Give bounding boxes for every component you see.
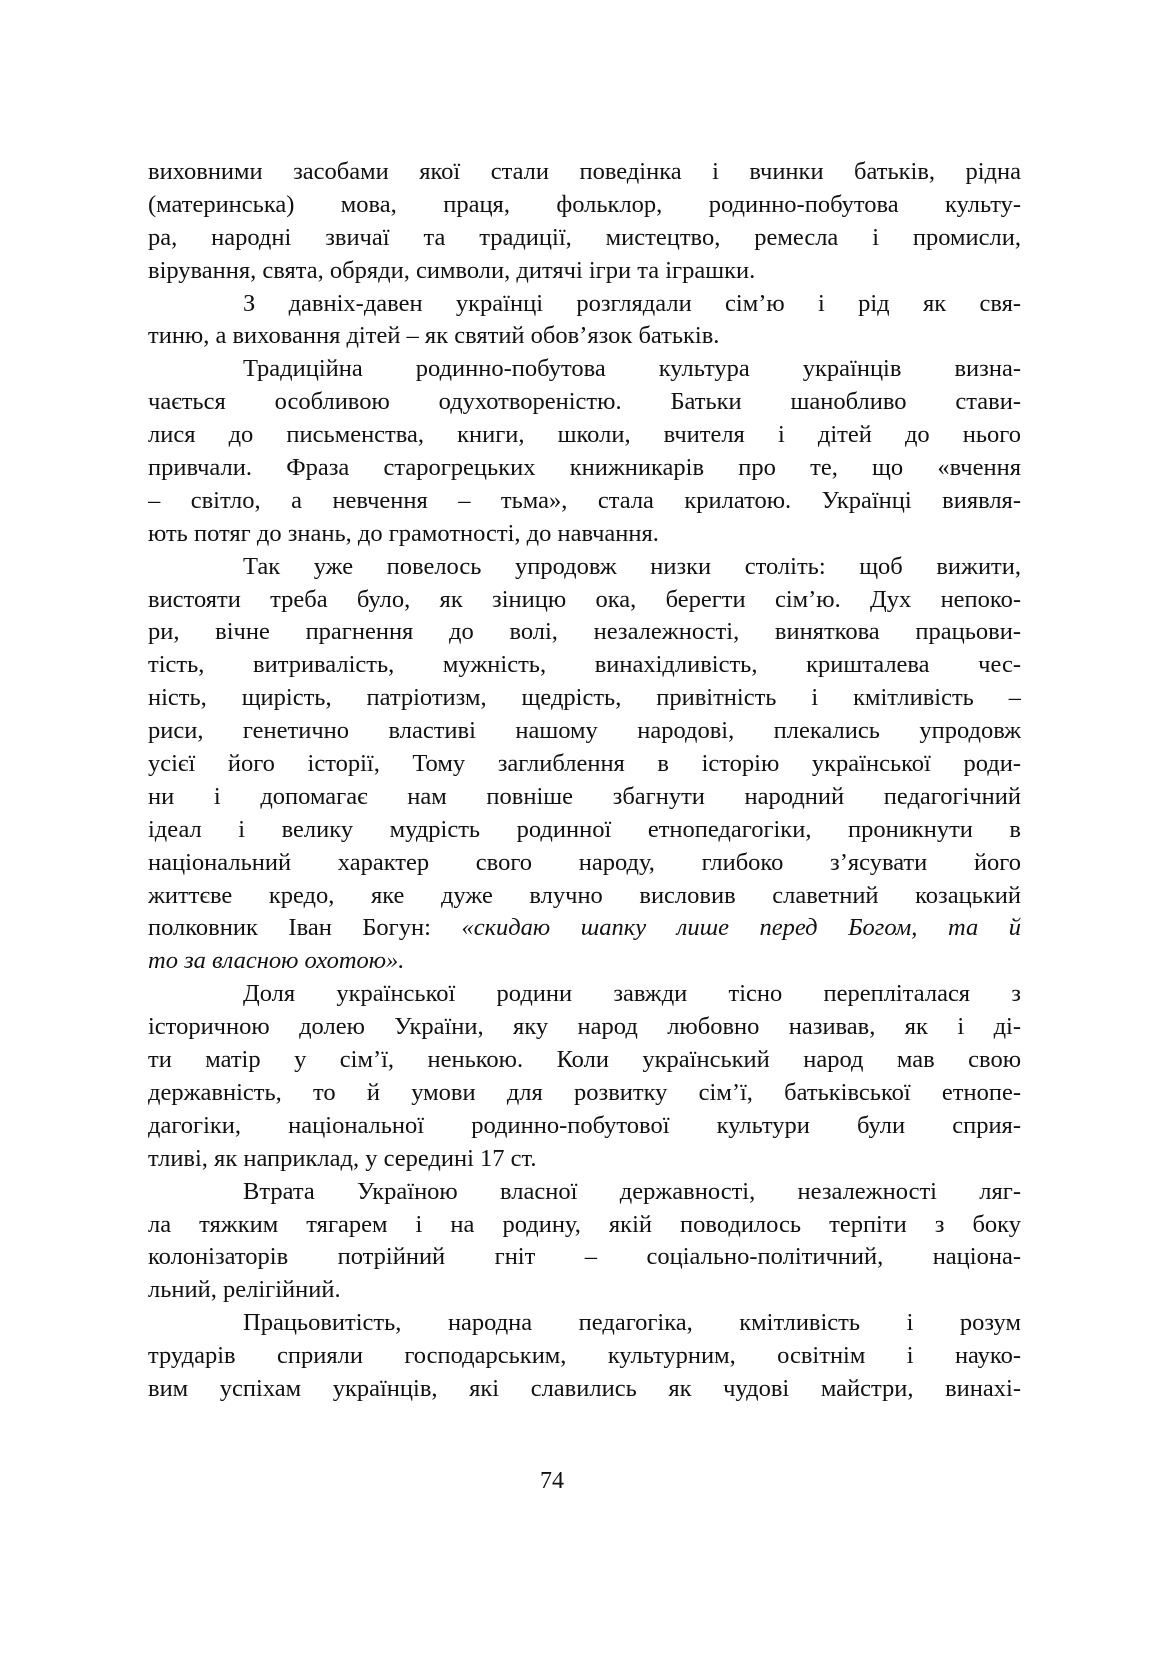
text-line: [148, 584, 1021, 617]
text-line: [148, 880, 1021, 913]
text-line: [148, 748, 1021, 781]
text-line: [148, 288, 1021, 321]
line-text: державність, то й умови для розвитку сім’ї, батьківської етнопе-: [148, 1078, 1021, 1106]
line-text: лися до письменства, книги, школи, вчителя і дітей до нього: [148, 421, 1021, 449]
text-line: [148, 485, 1021, 518]
text-line: [148, 781, 1021, 814]
line-text: льний, релігійний.: [148, 1276, 341, 1304]
text-line: [148, 1373, 1021, 1406]
line-text: Працьовитість, народна педагогіка, кмітливість і розум: [243, 1309, 1021, 1337]
line-text: ни і допомагає нам повніше збагнути народний педагогічний: [148, 782, 1021, 810]
line-text: привчали. Фраза старогрецьких книжникарів про те, що «вчення: [148, 454, 1021, 482]
line-text: трударів сприяли господарським, культурним, освітнім і науко-: [148, 1342, 1021, 1370]
line-text: життєве кредо, яке дуже влучно висловив славетний козацький: [148, 881, 1021, 909]
line-text: ідеал і велику мудрість родинної етнопедагогіки, проникнути в: [148, 815, 1021, 843]
text-line: [148, 847, 1021, 880]
text-line: [148, 1209, 1021, 1242]
line-text: ти матір у сім’ї, ненькою. Коли український народ мав свою: [148, 1046, 1021, 1074]
text-line: [148, 551, 1021, 584]
text-line: [148, 814, 1021, 847]
line-text: національний характер свого народу, глибоко з’ясувати його: [148, 848, 1021, 876]
text-line: [148, 189, 1021, 222]
italic-quote-text: то за власною охотою».: [148, 947, 405, 975]
line-text: Доля української родини завжди тісно перепліталася з: [243, 980, 1021, 1008]
text-line: [148, 1077, 1021, 1110]
line-text: тиню, а виховання дітей – як святий обов’язок батьків.: [148, 322, 720, 350]
text-line: [148, 1241, 1021, 1274]
line-text: вистояти треба було, як зіницю ока, берегти сім’ю. Дух непоко-: [148, 585, 1021, 613]
line-text: колонізаторів потрійний гніт – соціально-політичний, націона-: [148, 1243, 1021, 1271]
line-text: ність, щирість, патріотизм, щедрість, привітність і кмітливість –: [148, 684, 1021, 712]
italic-quote-text: «скидаю шапку лише перед Богом, та й: [461, 914, 1021, 942]
page-number: 74: [540, 1468, 564, 1494]
text-line: [148, 452, 1021, 485]
text-line: [148, 419, 1021, 452]
text-line: [148, 1340, 1021, 1373]
text-line: [148, 222, 1021, 255]
line-text: З давніх-давен українці розглядали сім’ю і рід як свя-: [243, 289, 1021, 317]
text-line: [148, 978, 1021, 1011]
line-text: ра, народні звичаї та традиції, мистецтво, ремесла і промисли,: [148, 223, 1021, 251]
text-line: [148, 518, 1021, 551]
text-line: [148, 912, 1021, 945]
line-text: Втрата Україною власної державності, незалежності ляг-: [243, 1177, 1021, 1205]
text-line: [148, 1307, 1021, 1340]
text-line: [148, 1110, 1021, 1143]
line-text: – світло, а невчення – тьма», стала крилатою. Українці виявля-: [148, 486, 1021, 514]
line-text: полковник Іван Богун:: [148, 914, 462, 942]
text-line: [148, 156, 1021, 189]
text-line: [148, 945, 1021, 978]
text-line: [148, 1143, 1021, 1176]
text-line: [148, 682, 1021, 715]
line-text: Так уже повелось упродовж низки століть: щоб вижити,: [243, 552, 1021, 580]
line-text: дагогіки, національної родинно-побутової культури були сприя-: [148, 1111, 1021, 1139]
text-line: [148, 1011, 1021, 1044]
page-body-text: [148, 156, 1021, 1406]
text-line: [148, 255, 1021, 288]
line-text: ють потяг до знань, до грамотності, до навчання.: [148, 519, 659, 547]
line-text: вим успіхам українців, які славились як чудові майстри, винахі-: [148, 1374, 1021, 1402]
text-line: [148, 715, 1021, 748]
line-text: вірування, свята, обряди, символи, дитячі ігри та іграшки.: [148, 256, 756, 284]
line-text: риси, генетично властиві нашому народові, плекались упродовж: [148, 717, 1021, 745]
line-text: ри, вічне прагнення до волі, незалежності, виняткова працьови-: [148, 618, 1021, 646]
line-text: усієї його історії, Тому заглиблення в історію української роди-: [148, 750, 1021, 778]
line-text: тливі, як наприклад, у середині 17 ст.: [148, 1144, 537, 1172]
text-line: [148, 616, 1021, 649]
text-line: [148, 1274, 1021, 1307]
line-text: тість, витривалість, мужність, винахідливість, кришталева чес-: [148, 651, 1021, 679]
text-line: [148, 320, 1021, 353]
line-text: ла тяжким тягарем і на родину, якій поводилось терпіти з боку: [148, 1210, 1021, 1238]
text-line: [148, 1044, 1021, 1077]
text-line: [148, 1176, 1021, 1209]
line-text: (материнська) мова, праця, фольклор, родинно-побутова культу-: [148, 190, 1021, 218]
text-line: [148, 386, 1021, 419]
line-text: Традиційна родинно-побутова культура українців визна-: [243, 355, 1021, 383]
line-text: історичною долею України, яку народ любовно називав, як і ді-: [148, 1013, 1021, 1041]
text-line: [148, 353, 1021, 386]
text-line: [148, 649, 1021, 682]
line-text: виховними засобами якої стали поведінка і вчинки батьків, рідна: [148, 158, 1021, 185]
line-text: чається особливою одухотвореністю. Батьки шанобливо стави-: [148, 388, 1021, 416]
